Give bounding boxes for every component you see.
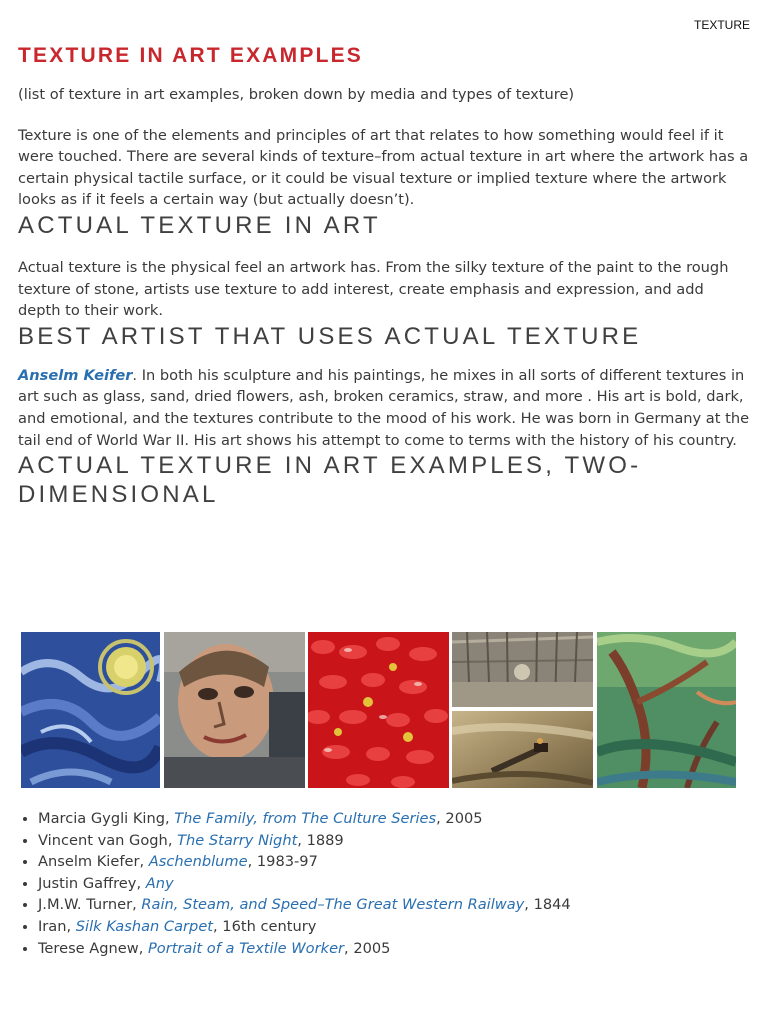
work-date: , 2005 xyxy=(344,939,391,957)
work-title-link[interactable]: The Family, from The Culture Series xyxy=(174,810,437,827)
artwork-list xyxy=(18,808,758,959)
work-separator: , xyxy=(164,810,175,827)
best-artist-paragraph xyxy=(18,365,750,451)
work-date: , 16th century xyxy=(213,917,317,935)
artwork-image-textile-worker[interactable] xyxy=(164,632,305,788)
work-date: , 1889 xyxy=(297,831,344,849)
heading-actual-texture: ACTUAL TEXTURE IN ART xyxy=(18,211,381,239)
page-subtitle: (list of texture in art examples, broken down by media and types of texture) xyxy=(18,86,575,103)
artist-link-anselm-keifer[interactable]: Anselm Keifer xyxy=(18,366,133,384)
artwork-image-aschenblume[interactable] xyxy=(452,632,593,707)
work-separator: , xyxy=(167,831,178,849)
list-item xyxy=(38,894,758,916)
artwork-gallery xyxy=(21,632,736,788)
work-title-link[interactable]: Portrait of a Textile Worker xyxy=(147,939,345,957)
heading-examples-2d: ACTUAL TEXTURE IN ART EXAMPLES, TWO-DIMENSIONAL xyxy=(18,452,642,509)
artwork-image-starry-night[interactable] xyxy=(21,632,160,788)
work-title-link[interactable]: Aschenblume xyxy=(148,853,248,871)
work-separator: , xyxy=(138,939,148,957)
artwork-image-any[interactable] xyxy=(308,632,449,788)
list-item xyxy=(38,873,758,895)
work-artist: Vincent van Gogh xyxy=(38,831,168,849)
work-title-link[interactable]: Any xyxy=(145,874,174,892)
heading-best-artist: BEST ARTIST THAT USES ACTUAL TEXTURE xyxy=(18,322,642,350)
list-item xyxy=(38,808,758,830)
work-date: , 1983-97 xyxy=(247,853,318,871)
actual-texture-paragraph: Actual texture is the physical feel an artwork has. From the silky texture of the paint to the rough texture of stone, artists use texture to add interest, create emphasis and expression, and add depth to their work. xyxy=(18,258,729,320)
work-artist: Marcia Gygli King xyxy=(38,810,165,827)
work-title-link[interactable]: Silk Kashan Carpet xyxy=(75,917,214,935)
work-date: , 2005 xyxy=(436,810,483,827)
work-artist: Anselm Kiefer xyxy=(38,853,140,871)
page-title: TEXTURE IN ART EXAMPLES xyxy=(18,44,364,67)
article xyxy=(18,42,750,509)
work-separator: , xyxy=(139,853,149,871)
work-title-link[interactable]: The Starry Night xyxy=(177,831,298,849)
list-item xyxy=(38,830,758,852)
work-artist: Justin Gaffrey xyxy=(38,874,137,892)
header-tag: TEXTURE xyxy=(693,18,750,32)
list-item xyxy=(38,851,758,873)
work-date: , 1844 xyxy=(524,896,571,914)
work-separator: , xyxy=(136,874,146,892)
work-artist: Terese Agnew xyxy=(38,939,139,957)
work-artist: Iran xyxy=(38,917,67,935)
list-item xyxy=(38,916,758,938)
list-item xyxy=(38,938,758,960)
work-title-link[interactable]: Rain, Steam, and Speed–The Great Western Railway xyxy=(141,896,525,914)
intro-paragraph: Texture is one of the elements and principles of art that relates to how something would feel if it were touched. There are several kinds of texture–from actual texture in art where the artwork has a certain physical tactile surface, or it could be visual texture or implied texture where the artwork looks as if it feels a certain way (but actually doesn’t). xyxy=(18,126,749,209)
work-separator: , xyxy=(132,896,142,914)
work-separator: , xyxy=(66,917,76,935)
artwork-image-rain-steam-speed[interactable] xyxy=(452,711,593,788)
work-artist: J.M.W. Turner xyxy=(38,896,133,914)
artwork-image-the-family[interactable] xyxy=(597,632,736,788)
best-artist-text: . In both his sculpture and his paintings, he mixes in all sorts of different textures in art such as glass, sand, dried flowers, ash, broken ceramics, straw, and more . His art is bold, dark, and emotional, and the textures contribute to the mood of his work. He was born in Germany at the tail end of World War II. His art shows his attempt to come to terms with the history of his country. xyxy=(18,366,750,449)
